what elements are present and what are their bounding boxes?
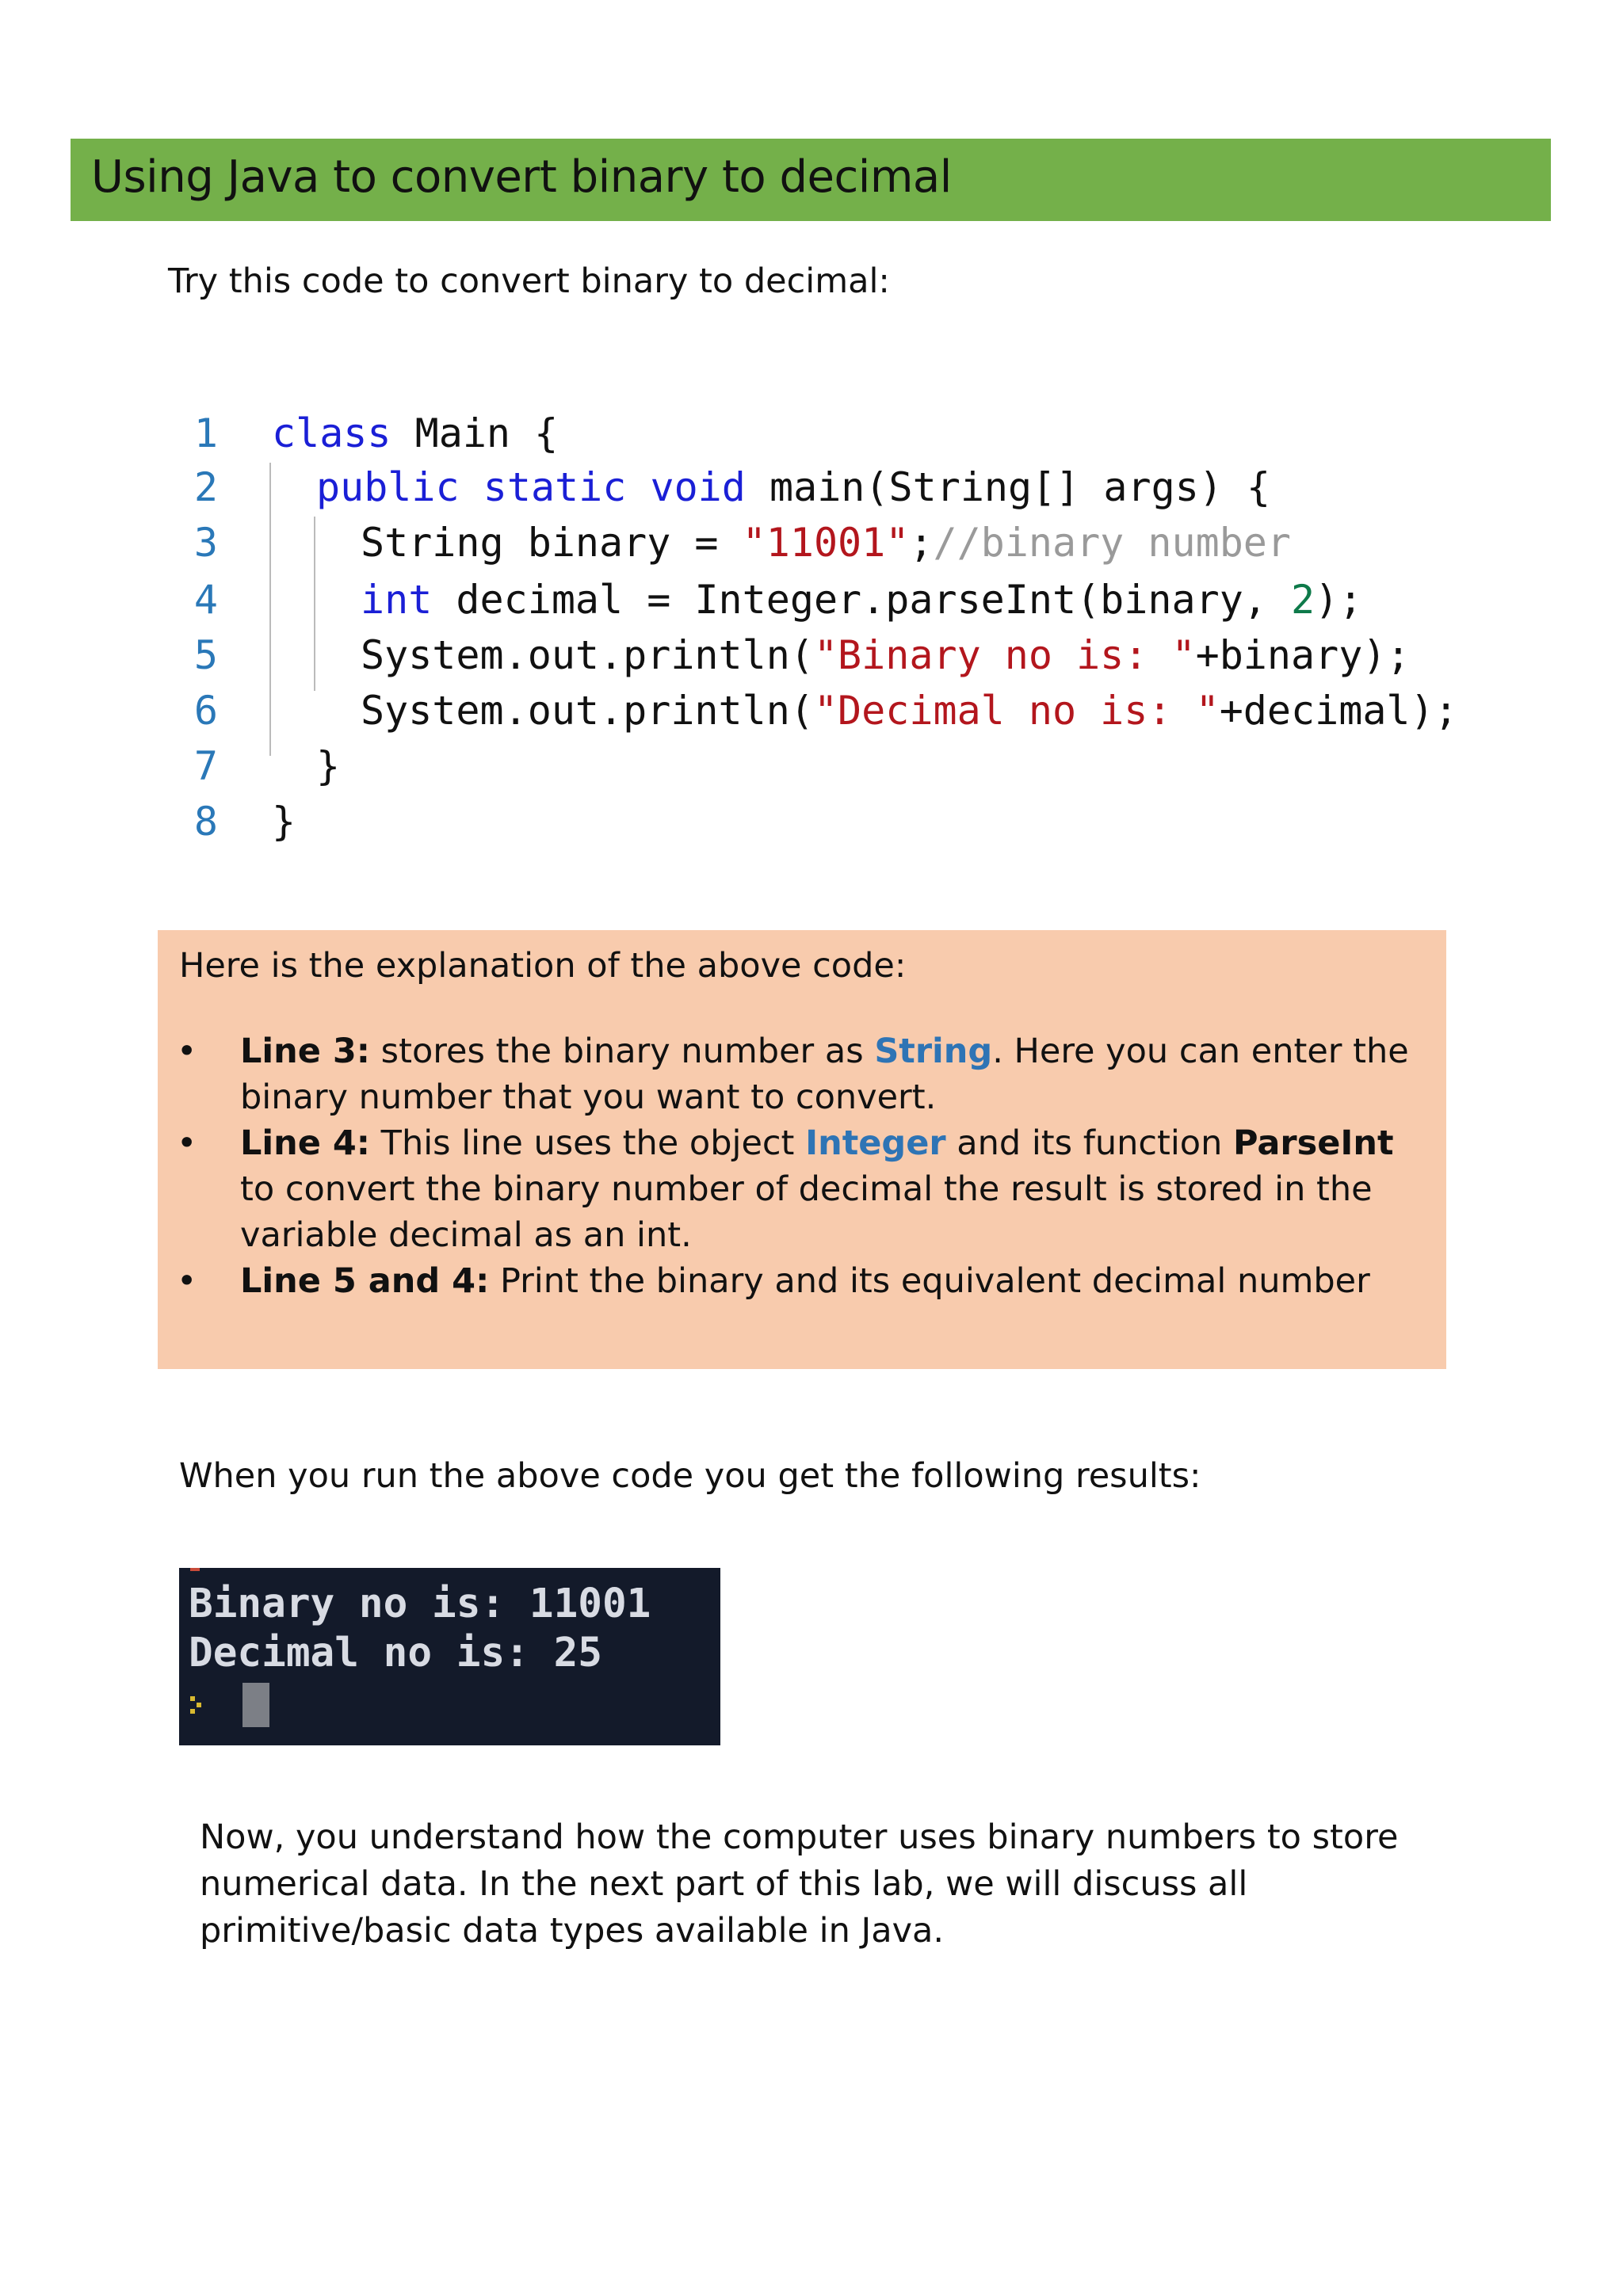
code-line-8: }: [272, 799, 296, 845]
terminal-cursor: [242, 1683, 269, 1727]
closing-paragraph: Now, you understand how the computer uses binary numbers to store numerical data. In the next part of this lab, we will discuss all primitive/basic data types available in Java.: [200, 1817, 1399, 1951]
bullet: •: [177, 1261, 197, 1301]
terminal-line-2: Decimal no is: 25: [189, 1630, 602, 1676]
explanation-heading: Here is the explanation of the above code:: [179, 946, 907, 986]
intro-text: Try this code to convert binary to decimal:: [168, 261, 890, 301]
bullet: •: [177, 1032, 197, 1071]
code-block: [158, 396, 1458, 856]
section-title-bar: [71, 139, 1551, 221]
list-item: • Line 3: stores the binary number as String. Here you can enter the binary number that you want to convert.: [158, 1028, 1446, 1120]
line-number: 4: [193, 577, 218, 623]
line-number: 5: [193, 632, 218, 678]
terminal-output: [179, 1568, 720, 1745]
bullet: •: [177, 1123, 197, 1163]
code-line-5: System.out.println("Binary no is: "+binary);: [361, 632, 1411, 678]
code-line-3: String binary = "11001";//binary number: [361, 520, 1292, 566]
list-item: • Line 4: This line uses the object Integer and its function ParseInt to convert the binary number of decimal the result is stored in the variable decimal as an int.: [158, 1120, 1446, 1258]
prompt-icon: [190, 1696, 201, 1714]
line-number: 2: [193, 464, 218, 510]
code-line-7: }: [316, 743, 341, 789]
line-number: 7: [193, 743, 218, 789]
scope-guide-inner: [314, 517, 315, 691]
scope-guide-outer: [269, 463, 271, 756]
explanation-box: [158, 930, 1446, 1369]
line-number: 8: [193, 799, 218, 845]
terminal-marker: [190, 1568, 200, 1571]
code-line-2: public static void main(String[] args) {: [316, 464, 1271, 510]
code-line-4: int decimal = Integer.parseInt(binary, 2);: [361, 577, 1363, 623]
results-intro: When you run the above code you get the following results:: [179, 1456, 1201, 1496]
terminal-line-1: Binary no is: 11001: [189, 1581, 651, 1627]
section-title: Using Java to convert binary to decimal: [91, 151, 952, 203]
explanation-list: [158, 1028, 1446, 1304]
line-number: 1: [193, 410, 218, 456]
code-line-6: System.out.println("Decimal no is: "+decimal);: [361, 688, 1458, 734]
line-number: 6: [193, 688, 218, 734]
line-number: 3: [193, 520, 218, 566]
list-item: • Line 5 and 4: Print the binary and its equivalent decimal number: [158, 1258, 1446, 1304]
code-line-1: class Main {: [272, 410, 559, 456]
